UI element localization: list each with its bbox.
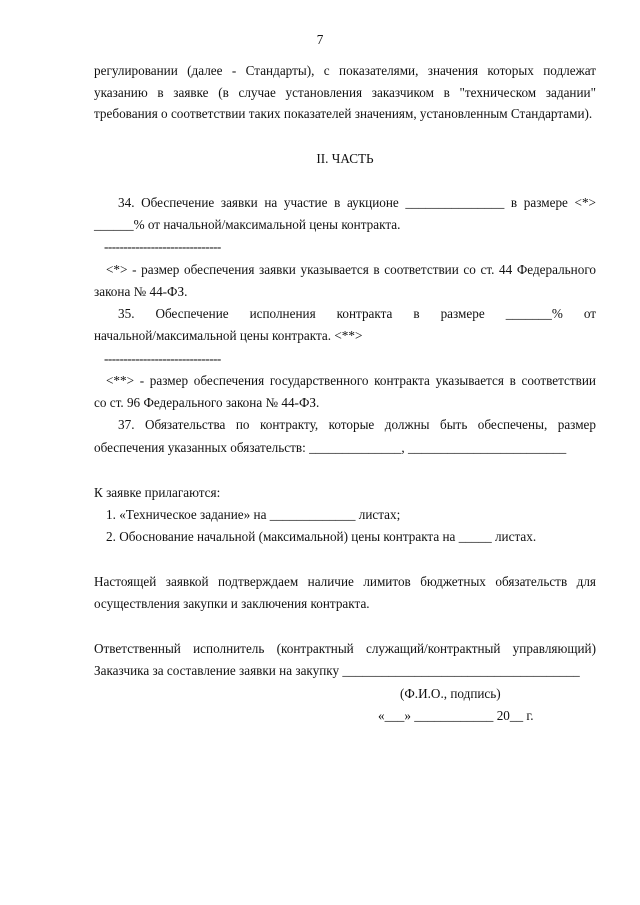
footnote-1-line-1: <*> - размер обеспечения заявки указывается в соответствии со ст. 44 Федерального — [106, 262, 596, 277]
item-37-line-1: 37. Обязательства по контракту, которые должны быть обеспечены, размер — [118, 417, 596, 432]
attachments-heading: К заявке прилагаются: — [94, 485, 221, 500]
attachment-item-1: 1. «Техническое задание» на _____________ листах; — [106, 507, 401, 522]
section-title: II. ЧАСТЬ — [316, 151, 374, 166]
item-35-line-2: начальной/максимальной цены контракта. <**> — [94, 328, 363, 343]
separator-1: ------------------------------ — [104, 239, 221, 254]
separator-2: ------------------------------ — [104, 351, 221, 366]
item-34-line-2: ______% от начальной/максимальной цены контракта. — [94, 217, 401, 232]
footnote-2-line-1: <**> - размер обеспечения государственного контракта указывается в соответствии — [106, 373, 596, 388]
intro-line-1: регулировании (далее - Стандарты), с показателями, значения которых подлежат — [94, 63, 596, 78]
confirmation-line-2: осуществления закупки и заключения контракта. — [94, 596, 370, 611]
signature-date: «___» ____________ 20__ г. — [378, 708, 534, 723]
footnote-2-line-2: со ст. 96 Федерального закона № 44-ФЗ. — [94, 395, 320, 410]
intro-line-3: требования о соответствии таких показателей значениям, установленным Стандартами). — [94, 106, 593, 121]
responsible-line-2: Заказчика за составление заявки на закупку ____________________________________ — [94, 663, 580, 678]
intro-line-2: указанию в заявке (в случае установления заказчиком в "техническом задании" — [94, 85, 596, 100]
footnote-1-line-2: закона № 44-ФЗ. — [94, 284, 188, 299]
signature-label: (Ф.И.О., подпись) — [400, 686, 501, 701]
item-37-line-2: обеспечения указанных обязательств: ______________, ________________________ — [94, 440, 567, 455]
attachment-item-2: 2. Обоснование начальной (максимальной) цены контракта на _____ листах. — [106, 529, 537, 544]
item-34-line-1: 34. Обеспечение заявки на участие в аукционе _______________ в размере <*> — [118, 195, 596, 210]
responsible-line-1: Ответственный исполнитель (контрактный служащий/контрактный управляющий) — [94, 641, 596, 656]
item-35-line-1: 35. Обеспечение исполнения контракта в размере _______% от — [118, 306, 596, 321]
confirmation-line-1: Настоящей заявкой подтверждаем наличие лимитов бюджетных обязательств для — [94, 574, 596, 589]
page-number: 7 — [316, 32, 324, 47]
